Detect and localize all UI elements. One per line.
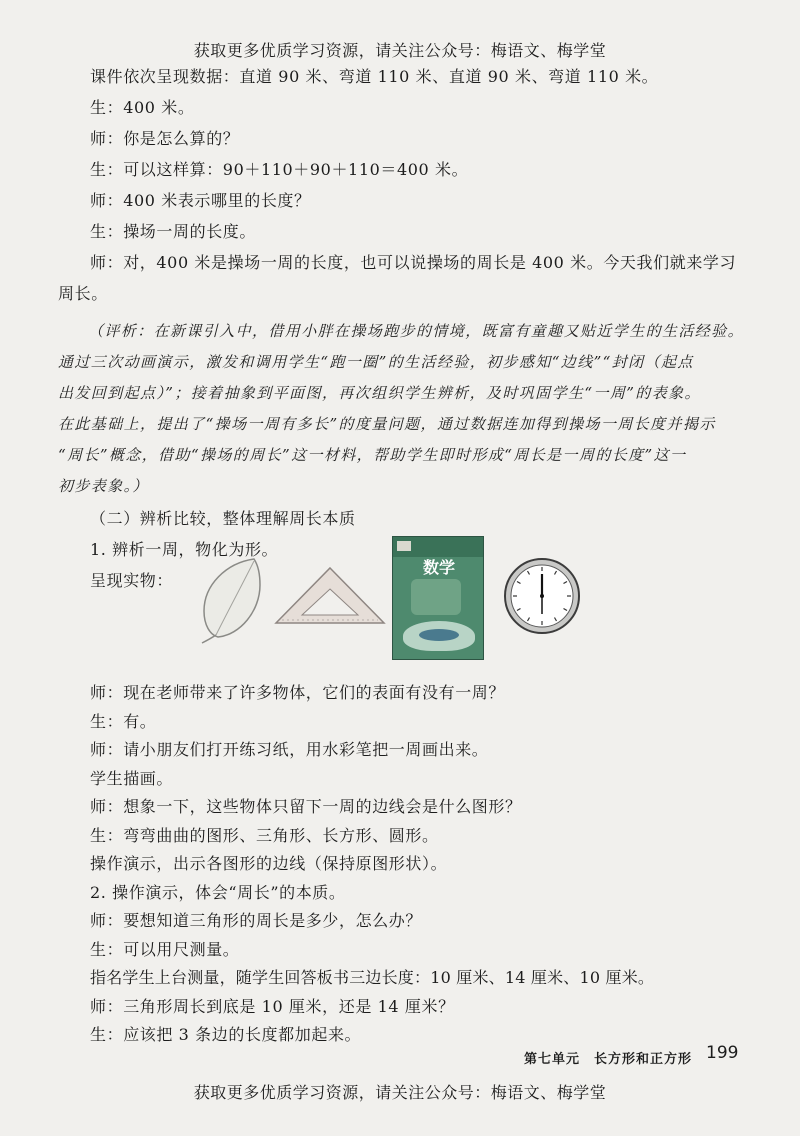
text-line: 生：可以这样算：90＋110＋90＋110＝400 米。: [90, 160, 469, 179]
text-line: 学生描画。: [90, 768, 174, 788]
text-line: 指名学生上台测量，随学生回答板书三边长度：10 厘米、14 厘米、10 厘米。: [90, 968, 655, 987]
text-line: 1. 辨析一周，物化为形。: [90, 540, 279, 559]
text-line: 2. 操作演示，体会“周长”的本质。: [90, 882, 346, 902]
text-line: 课件依次呈现数据：直道 90 米、弯道 110 米、直道 90 米、弯道 110 米。: [90, 67, 659, 86]
text-line: 师：对，400 米是操场一周的长度，也可以说操场的周长是 400 米。今天我们就来学习: [90, 253, 737, 272]
text-line: 师：400 米表示哪里的长度？: [90, 191, 311, 210]
text-line: 师：要想知道三角形的周长是多少，怎么办？: [90, 911, 423, 930]
comment-line: 通过三次动画演示，激发和调用学生“跑一圈”的生活经验，初步感知“边线”“封闭（起点: [58, 353, 694, 371]
text-line: 生：400 米。: [90, 98, 195, 117]
text-line: 周长。: [58, 284, 108, 303]
watermark-top: 获取更多优质学习资源，请关注公众号：梅语文、梅学堂: [193, 41, 607, 60]
clock-icon: [502, 556, 582, 636]
text-line: 师：请小朋友们打开练习纸，用水彩笔把一周画出来。: [90, 740, 489, 759]
page-number: 199: [706, 1043, 739, 1063]
comment-line: （评析：在新课引入中，借用小胖在操场跑步的情境，既富有童趣又贴近学生的生活经验。: [88, 322, 745, 340]
leaf-icon: [196, 555, 268, 645]
text-line: 生：有。: [90, 711, 157, 731]
text-line: 生：弯弯曲曲的图形、三角形、长方形、圆形。: [90, 825, 439, 845]
text-line: 师：你是怎么算的？: [90, 129, 240, 148]
text-line: 师：想象一下，这些物体只留下一周的边线会是什么图形？: [90, 797, 522, 816]
comment-line: 初步表象。）: [58, 477, 149, 495]
text-line: 操作演示，出示各图形的边线（保持原图形状）。: [90, 854, 448, 873]
comment-line: “周长”概念，借助“操场的周长”这一材料，帮助学生即时形成“周长是一周的长度”这一: [58, 446, 687, 464]
triangle-ruler-icon: [272, 565, 388, 627]
text-line: 呈现实物：: [90, 571, 174, 590]
book-title: 数学: [423, 558, 456, 577]
math-book-icon: [392, 536, 484, 660]
text-line: 生：可以用尺测量。: [90, 939, 240, 959]
comment-line: 出发回到起点）”；接着抽象到平面图，再次组织学生辨析，及时巩固学生“一周”的表象。: [58, 384, 701, 402]
watermark-bottom: 获取更多优质学习资源，请关注公众号：梅语文、梅学堂: [193, 1083, 607, 1102]
footer-unit-title: 第七单元 长方形和正方形: [524, 1052, 693, 1067]
text-line: 师：三角形周长到底是 10 厘米，还是 14 厘米？: [90, 996, 455, 1016]
text-line: 师：现在老师带来了许多物体，它们的表面有没有一周？: [90, 683, 506, 702]
section-heading: （二）辨析比较，整体理解周长本质: [90, 509, 356, 528]
text-line: 生：应该把 3 条边的长度都加起来。: [90, 1025, 362, 1044]
comment-line: 在此基础上，提出了“操场一周有多长”的度量问题，通过数据连加得到操场一周长度并揭示: [58, 415, 716, 433]
text-line: 生：操场一周的长度。: [90, 222, 257, 241]
